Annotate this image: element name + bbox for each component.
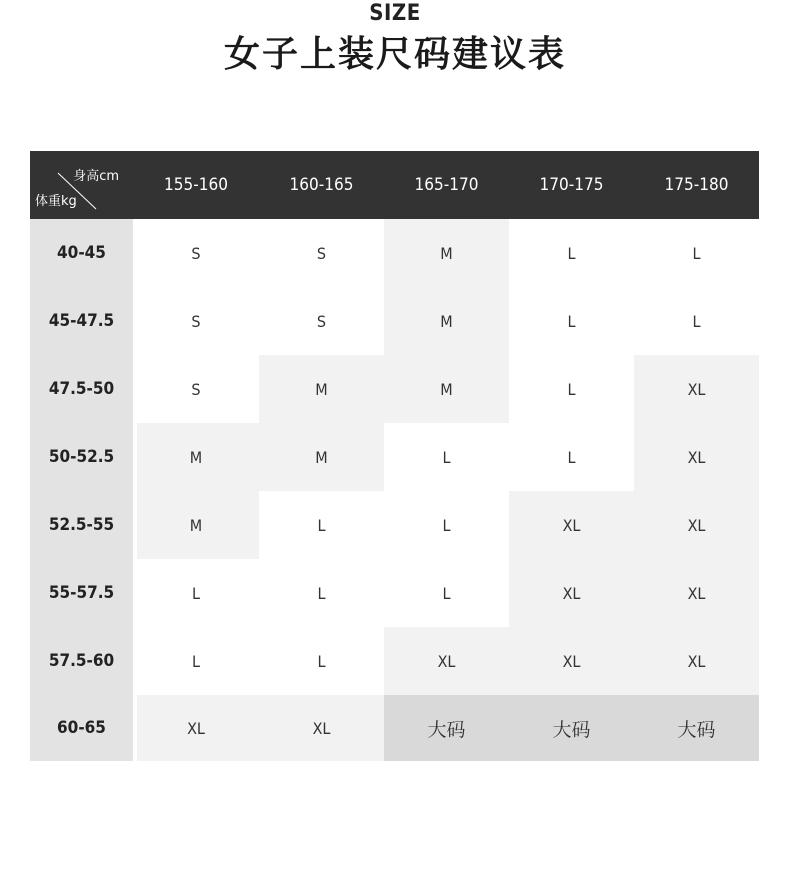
size-cell: L [259, 559, 384, 627]
table-row [30, 423, 759, 491]
size-cell: L [259, 627, 384, 695]
height-axis-label: 身高cm [73, 169, 119, 184]
size-cell: XL [509, 491, 634, 559]
page-title: 女子上装尺码建议表 [223, 34, 566, 75]
size-cell: S [133, 219, 259, 287]
table-row [30, 355, 759, 423]
size-cell: M [384, 355, 509, 423]
table-row [30, 559, 759, 627]
size-cell: XL [634, 355, 759, 423]
size-cell: L [384, 559, 509, 627]
size-cell: M [384, 219, 509, 287]
size-cell: XL [634, 559, 759, 627]
weight-range-cell: 45-47.5 [30, 287, 133, 355]
table-row [30, 695, 759, 761]
weight-range-cell: 55-57.5 [30, 559, 133, 627]
size-cell: L [509, 219, 634, 287]
table-header-row [30, 151, 759, 219]
size-cell: L [509, 355, 634, 423]
size-cell: L [634, 219, 759, 287]
table-row [30, 219, 759, 287]
weight-range-cell: 47.5-50 [30, 355, 133, 423]
size-cell: M [133, 491, 259, 559]
column-header: 165-170 [414, 175, 479, 195]
size-cell: L [509, 423, 634, 491]
size-cell: 大码 [634, 695, 759, 761]
size-cell: L [384, 491, 509, 559]
size-cell: 大码 [509, 695, 634, 761]
size-chart-table [30, 151, 759, 761]
size-cell: S [133, 287, 259, 355]
size-cell: 大码 [384, 695, 509, 761]
table-row [30, 491, 759, 559]
size-cell: XL [133, 695, 259, 761]
size-cell: XL [509, 627, 634, 695]
column-divider [133, 219, 137, 761]
column-header: 160-165 [289, 175, 354, 195]
size-cell: S [259, 219, 384, 287]
column-header: 170-175 [539, 175, 604, 195]
weight-range-cell: 50-52.5 [30, 423, 133, 491]
size-cell: XL [634, 491, 759, 559]
weight-range-cell: 57.5-60 [30, 627, 133, 695]
weight-axis-label: 体重kg [35, 194, 77, 209]
size-cell: XL [634, 423, 759, 491]
size-cell: L [509, 287, 634, 355]
corner-header-cell [30, 151, 133, 219]
column-header: 175-180 [664, 175, 729, 195]
weight-range-cell: 40-45 [30, 219, 133, 287]
weight-range-cell: 52.5-55 [30, 491, 133, 559]
size-cell: M [259, 423, 384, 491]
size-cell: XL [509, 559, 634, 627]
weight-range-cell: 60-65 [30, 695, 133, 761]
size-kicker: SIZE [369, 1, 421, 26]
size-cell: XL [384, 627, 509, 695]
size-cell: L [133, 559, 259, 627]
table-row [30, 627, 759, 695]
size-cell: M [259, 355, 384, 423]
size-cell: L [133, 627, 259, 695]
table-row [30, 287, 759, 355]
size-cell: S [259, 287, 384, 355]
size-cell: L [384, 423, 509, 491]
size-cell: XL [259, 695, 384, 761]
size-cell: L [634, 287, 759, 355]
size-cell: XL [634, 627, 759, 695]
column-header: 155-160 [164, 175, 228, 195]
size-cell: M [384, 287, 509, 355]
size-cell: S [133, 355, 259, 423]
size-cell: L [259, 491, 384, 559]
size-cell: M [133, 423, 259, 491]
